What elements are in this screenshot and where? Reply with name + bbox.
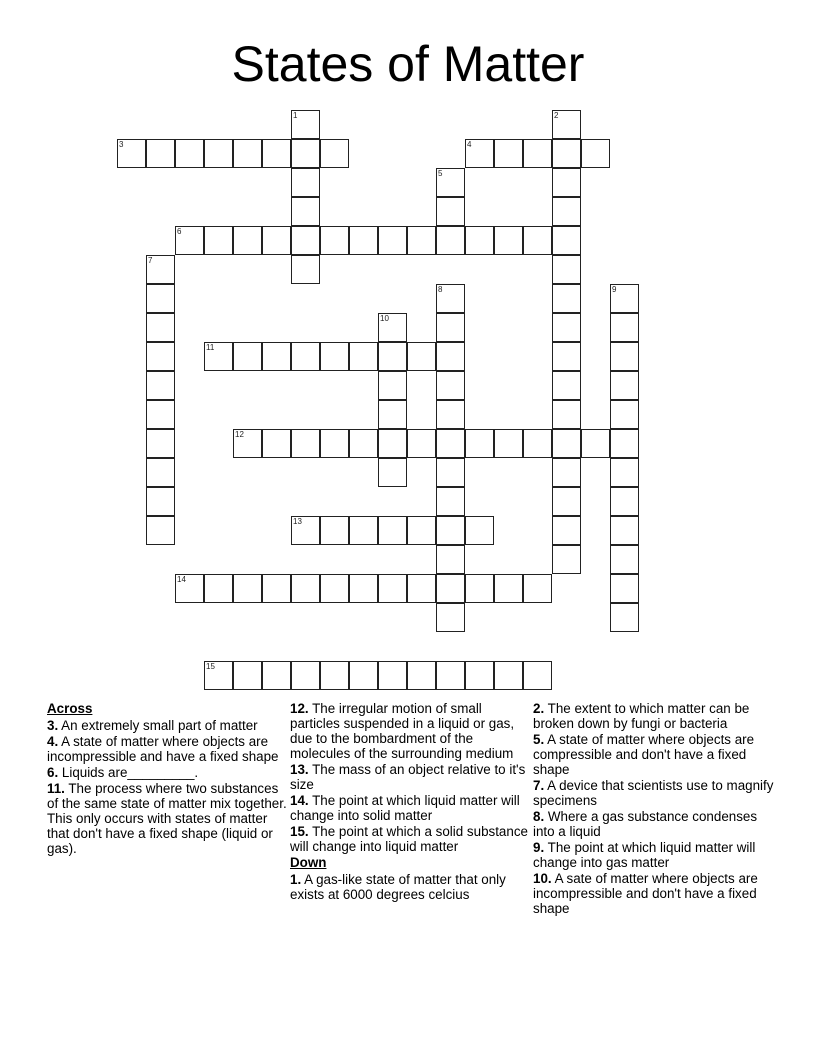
clue-across-3	[47, 718, 287, 733]
grid-cell[interactable]	[146, 342, 175, 371]
grid-cell[interactable]	[146, 458, 175, 487]
cell-number: 2	[554, 111, 559, 120]
grid-cell[interactable]	[320, 226, 349, 255]
grid-cell[interactable]	[320, 429, 349, 458]
grid-cell[interactable]	[407, 429, 436, 458]
clue-across-6	[47, 765, 287, 780]
grid-cell[interactable]	[610, 516, 639, 545]
grid-cell[interactable]	[465, 226, 494, 255]
grid-cell[interactable]	[291, 226, 320, 255]
grid-cell[interactable]	[320, 516, 349, 545]
grid-cell[interactable]	[552, 139, 581, 168]
grid-cell[interactable]	[320, 139, 349, 168]
grid-cell[interactable]	[552, 458, 581, 487]
grid-cell[interactable]	[291, 661, 320, 690]
clue-down-9	[533, 840, 778, 870]
grid-cell[interactable]	[436, 574, 465, 603]
clue-text: The point at which liquid matter will change into gas matter	[533, 840, 756, 870]
grid-cell[interactable]	[291, 110, 320, 139]
clue-down-1	[290, 872, 530, 902]
clue-text: The point at which a solid substance will change into liquid matter	[290, 824, 528, 854]
grid-cell[interactable]	[436, 371, 465, 400]
grid-cell[interactable]	[494, 139, 523, 168]
grid-cell[interactable]	[552, 197, 581, 226]
cell-number: 10	[380, 314, 389, 323]
grid-cell[interactable]	[552, 516, 581, 545]
grid-cell[interactable]	[349, 516, 378, 545]
clue-text: The mass of an object relative to it's size	[290, 762, 526, 792]
grid-cell[interactable]	[552, 168, 581, 197]
grid-cell[interactable]	[610, 429, 639, 458]
grid-cell[interactable]	[610, 342, 639, 371]
grid-cell[interactable]	[610, 400, 639, 429]
grid-cell[interactable]	[146, 400, 175, 429]
grid-cell[interactable]	[552, 487, 581, 516]
grid-cell[interactable]	[552, 313, 581, 342]
grid-cell[interactable]	[233, 429, 262, 458]
clue-down-10	[533, 871, 778, 916]
cell-number: 7	[148, 256, 153, 265]
grid-cell[interactable]	[436, 342, 465, 371]
clues-column-1	[47, 701, 287, 857]
grid-cell[interactable]	[552, 284, 581, 313]
clue-down-8	[533, 809, 778, 839]
grid-cell[interactable]	[291, 429, 320, 458]
grid-cell[interactable]	[436, 226, 465, 255]
across-heading: Across	[47, 701, 93, 716]
grid-cell[interactable]	[465, 661, 494, 690]
clue-text: A sate of matter where objects are incompressible and don't have a fixed shape	[533, 871, 758, 916]
clue-number: 10.	[533, 871, 552, 886]
grid-cell[interactable]	[349, 429, 378, 458]
grid-cell[interactable]	[465, 139, 494, 168]
clue-down-2	[533, 701, 778, 731]
page-title: States of Matter	[231, 36, 585, 92]
grid-cell[interactable]	[378, 661, 407, 690]
grid-cell[interactable]	[291, 574, 320, 603]
clue-number: 8.	[533, 809, 545, 824]
grid-cell[interactable]	[291, 516, 320, 545]
grid-cell[interactable]	[407, 661, 436, 690]
clue-number: 3.	[47, 718, 59, 733]
cell-number: 15	[206, 662, 215, 671]
grid-cell[interactable]	[610, 545, 639, 574]
grid-cell[interactable]	[610, 574, 639, 603]
grid-cell[interactable]	[204, 226, 233, 255]
grid-cell[interactable]	[436, 603, 465, 632]
clue-down-7	[533, 778, 778, 808]
grid-cell[interactable]	[146, 429, 175, 458]
grid-cell[interactable]	[146, 371, 175, 400]
clue-text: A state of matter where objects are incompressible and have a fixed shape	[47, 734, 279, 764]
grid-cell[interactable]	[233, 342, 262, 371]
grid-cell[interactable]	[552, 545, 581, 574]
grid-cell[interactable]	[523, 226, 552, 255]
grid-cell[interactable]	[552, 342, 581, 371]
clue-across-12	[290, 701, 530, 761]
grid-cell[interactable]	[349, 574, 378, 603]
clue-text: A device that scientists use to magnify specimens	[533, 778, 774, 808]
grid-cell[interactable]	[436, 458, 465, 487]
grid-cell[interactable]	[494, 429, 523, 458]
clue-number: 11.	[47, 781, 65, 796]
crossword-grid	[117, 110, 657, 700]
grid-cell[interactable]	[581, 429, 610, 458]
clue-text: The irregular motion of small particles suspended in a liquid or gas, due to the bombardment of the molecules of the surrounding medium	[290, 701, 515, 761]
grid-cell[interactable]	[175, 139, 204, 168]
grid-cell[interactable]	[610, 313, 639, 342]
grid-cell[interactable]	[233, 574, 262, 603]
grid-cell[interactable]	[349, 661, 378, 690]
grid-cell[interactable]	[349, 226, 378, 255]
grid-cell[interactable]	[175, 574, 204, 603]
clue-text: Liquids are_________.	[58, 765, 199, 780]
grid-cell[interactable]	[465, 516, 494, 545]
clue-text: A gas-like state of matter that only exists at 6000 degrees celcius	[290, 872, 506, 902]
cell-number: 11	[206, 343, 215, 352]
grid-cell[interactable]	[320, 661, 349, 690]
grid-cell[interactable]	[552, 110, 581, 139]
clue-number: 13.	[290, 762, 309, 777]
grid-cell[interactable]	[436, 284, 465, 313]
grid-cell[interactable]	[465, 574, 494, 603]
clue-text: The point at which liquid matter will change into solid matter	[290, 793, 520, 823]
grid-cell[interactable]	[262, 139, 291, 168]
clue-text: A state of matter where objects are compressible and don't have a fixed shape	[533, 732, 755, 777]
cell-number: 3	[119, 140, 124, 149]
grid-cell[interactable]	[378, 516, 407, 545]
cell-number: 12	[235, 430, 244, 439]
clue-number: 5.	[533, 732, 545, 747]
grid-cell[interactable]	[291, 168, 320, 197]
grid-cell[interactable]	[407, 342, 436, 371]
cell-number: 13	[293, 517, 302, 526]
grid-cell[interactable]	[262, 574, 291, 603]
grid-cell[interactable]	[610, 284, 639, 313]
cell-number: 14	[177, 575, 186, 584]
grid-cell[interactable]	[146, 139, 175, 168]
clue-number: 14.	[290, 793, 309, 808]
grid-cell[interactable]	[610, 487, 639, 516]
grid-cell[interactable]	[552, 371, 581, 400]
grid-cell[interactable]	[291, 139, 320, 168]
grid-cell[interactable]	[233, 226, 262, 255]
clue-across-4	[47, 734, 287, 764]
clue-number: 15.	[290, 824, 309, 839]
grid-cell[interactable]	[436, 545, 465, 574]
grid-cell[interactable]	[436, 429, 465, 458]
grid-cell[interactable]	[262, 661, 291, 690]
grid-cell[interactable]	[523, 429, 552, 458]
clues-column-2	[290, 701, 530, 903]
down-heading: Down	[290, 855, 327, 870]
cell-number: 9	[612, 285, 617, 294]
grid-cell[interactable]	[494, 574, 523, 603]
clue-number: 12.	[290, 701, 309, 716]
grid-cell[interactable]	[204, 574, 233, 603]
grid-cell[interactable]	[407, 574, 436, 603]
grid-cell[interactable]	[436, 197, 465, 226]
grid-cell[interactable]	[146, 255, 175, 284]
grid-cell[interactable]	[262, 226, 291, 255]
clue-across-15	[290, 824, 530, 854]
grid-cell[interactable]	[523, 139, 552, 168]
clue-number: 7.	[533, 778, 545, 793]
grid-cell[interactable]	[320, 574, 349, 603]
grid-cell[interactable]	[436, 400, 465, 429]
clue-number: 1.	[290, 872, 302, 887]
grid-cell[interactable]	[378, 458, 407, 487]
grid-cell[interactable]	[349, 342, 378, 371]
grid-cell[interactable]	[436, 168, 465, 197]
cell-number: 6	[177, 227, 182, 236]
grid-cell[interactable]	[204, 342, 233, 371]
grid-cell[interactable]	[407, 226, 436, 255]
grid-cell[interactable]	[407, 516, 436, 545]
grid-cell[interactable]	[552, 400, 581, 429]
clue-number: 2.	[533, 701, 545, 716]
grid-cell[interactable]	[378, 226, 407, 255]
clue-across-13	[290, 762, 530, 792]
grid-cell[interactable]	[378, 400, 407, 429]
grid-cell[interactable]	[146, 516, 175, 545]
grid-cell[interactable]	[436, 313, 465, 342]
grid-cell[interactable]	[552, 226, 581, 255]
clue-down-5	[533, 732, 778, 777]
grid-cell[interactable]	[581, 139, 610, 168]
grid-cell[interactable]	[146, 284, 175, 313]
grid-cell[interactable]	[523, 661, 552, 690]
grid-cell[interactable]	[436, 487, 465, 516]
grid-cell[interactable]	[175, 226, 204, 255]
grid-cell[interactable]	[610, 603, 639, 632]
grid-cell[interactable]	[436, 516, 465, 545]
grid-cell[interactable]	[494, 661, 523, 690]
clue-text: The process where two substances of the same state of matter mix together. This only occurs with states of matter that don't have a fixed shape (liquid or gas).	[47, 781, 287, 856]
clue-number: 4.	[47, 734, 59, 749]
grid-cell[interactable]	[436, 661, 465, 690]
grid-cell[interactable]	[146, 487, 175, 516]
grid-cell[interactable]	[378, 574, 407, 603]
grid-cell[interactable]	[378, 342, 407, 371]
grid-cell[interactable]	[552, 255, 581, 284]
grid-cell[interactable]	[378, 371, 407, 400]
grid-cell[interactable]	[610, 458, 639, 487]
cell-number: 1	[293, 111, 298, 120]
grid-cell[interactable]	[378, 313, 407, 342]
grid-cell[interactable]	[291, 255, 320, 284]
clue-number: 9.	[533, 840, 545, 855]
grid-cell[interactable]	[465, 429, 494, 458]
clue-across-14	[290, 793, 530, 823]
clues-column-3	[533, 701, 778, 917]
grid-cell[interactable]	[262, 429, 291, 458]
grid-cell[interactable]	[291, 342, 320, 371]
grid-cell[interactable]	[610, 371, 639, 400]
grid-cell[interactable]	[552, 429, 581, 458]
grid-cell[interactable]	[117, 139, 146, 168]
grid-cell[interactable]	[146, 313, 175, 342]
grid-cell[interactable]	[523, 574, 552, 603]
clue-number: 6.	[47, 765, 59, 780]
grid-cell[interactable]	[204, 661, 233, 690]
cell-number: 5	[438, 169, 443, 178]
grid-cell[interactable]	[204, 139, 233, 168]
grid-cell[interactable]	[291, 197, 320, 226]
grid-cell[interactable]	[233, 139, 262, 168]
grid-cell[interactable]	[494, 226, 523, 255]
clue-text: An extremely small part of matter	[58, 718, 258, 733]
clue-text: Where a gas substance condenses into a liquid	[533, 809, 758, 839]
grid-cell[interactable]	[262, 342, 291, 371]
grid-cell[interactable]	[233, 661, 262, 690]
clue-across-11	[47, 781, 287, 856]
grid-cell[interactable]	[320, 342, 349, 371]
clue-text: The extent to which matter can be broken down by fungi or bacteria	[533, 701, 750, 731]
cell-number: 4	[467, 140, 472, 149]
cell-number: 8	[438, 285, 443, 294]
grid-cell[interactable]	[378, 429, 407, 458]
